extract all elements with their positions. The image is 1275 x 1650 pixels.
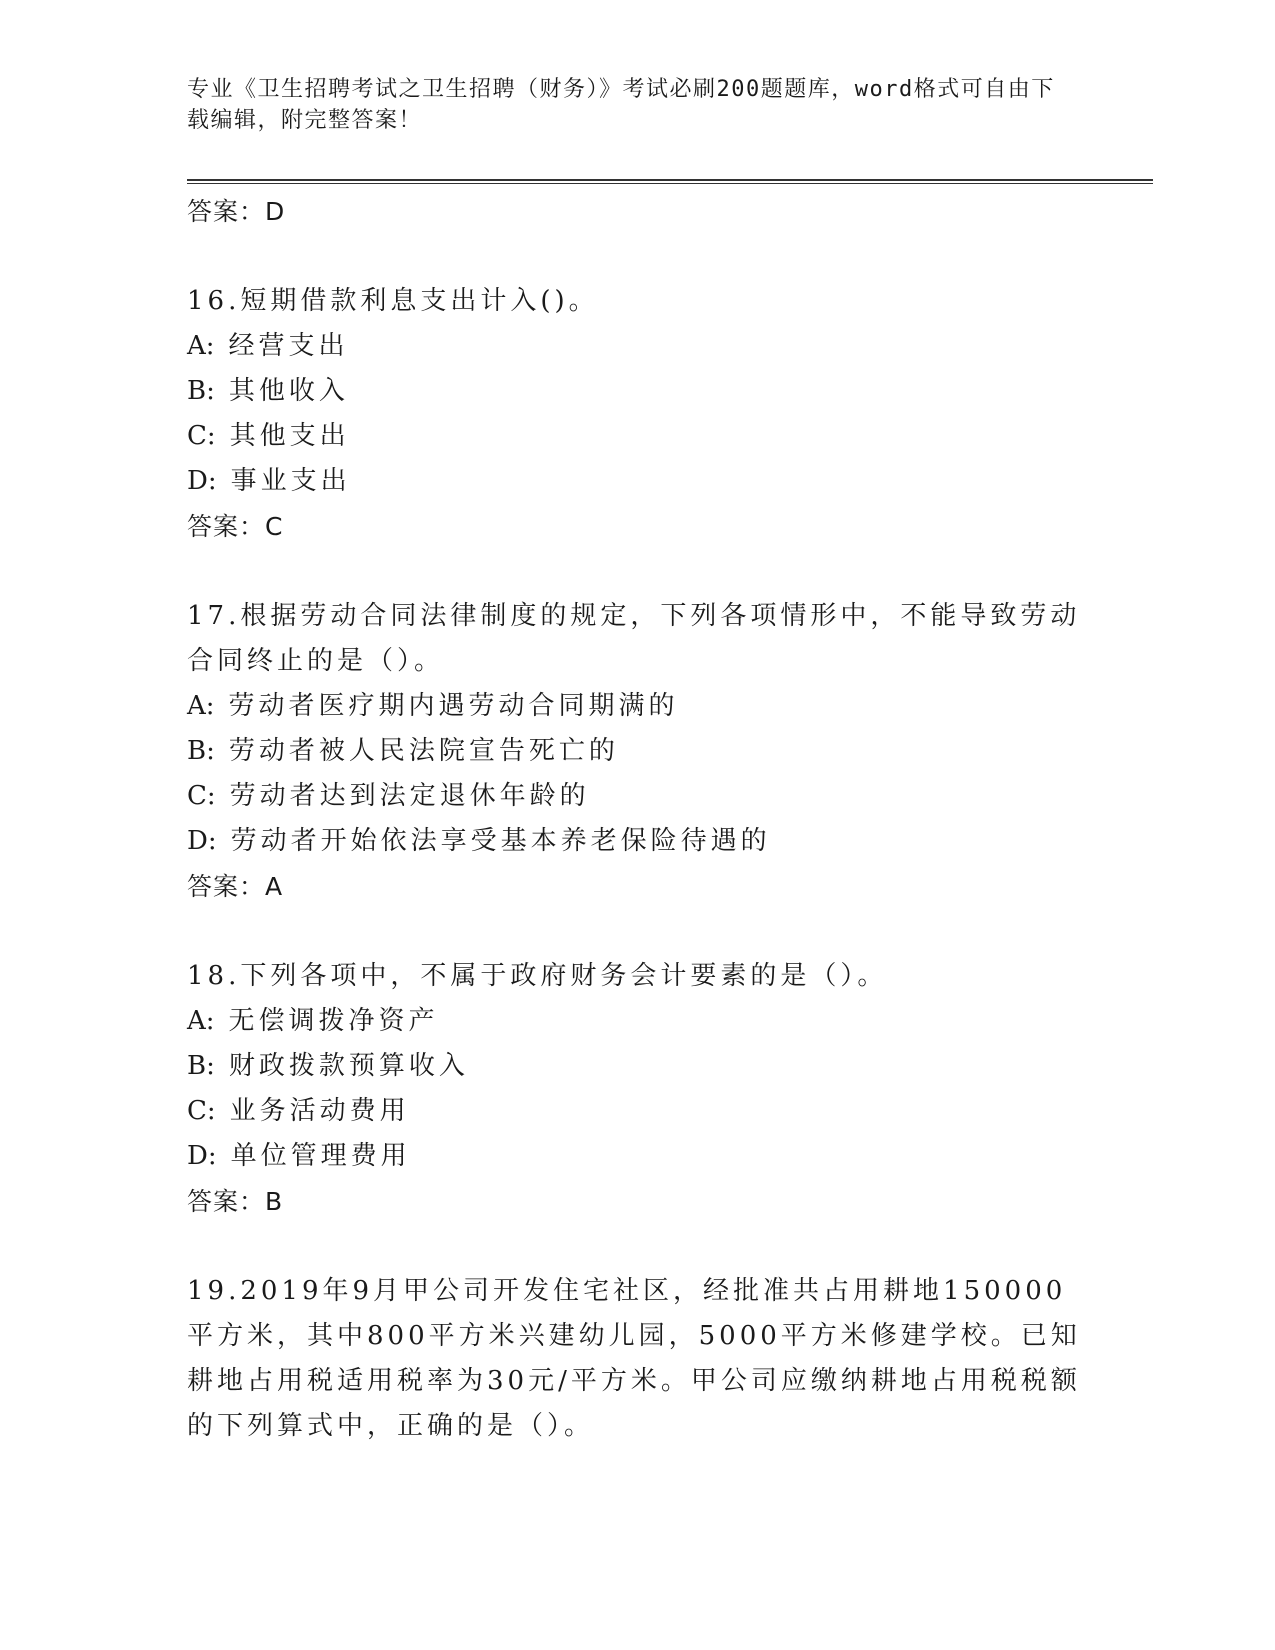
option-d bbox=[187, 819, 1087, 864]
header-divider-thin bbox=[187, 183, 1153, 184]
option-text: 经营支出 bbox=[228, 331, 349, 361]
option-letter: A: bbox=[187, 691, 215, 721]
option-b bbox=[187, 1044, 1087, 1089]
option-letter: C: bbox=[187, 781, 216, 811]
answer-line: 答案：B bbox=[187, 1187, 284, 1216]
question-stem: 18.下列各项中，不属于政府财务会计要素的是（）。 bbox=[187, 961, 888, 991]
question-block bbox=[187, 954, 1087, 1224]
question-stem: 17.根据劳动合同法律制度的规定，下列各项情形中，不能导致劳动合同终止的是（）。 bbox=[187, 601, 1081, 676]
option-d bbox=[187, 1134, 1087, 1179]
option-text: 其他收入 bbox=[228, 376, 349, 406]
answer-line: 答案：C bbox=[187, 512, 284, 541]
question-list bbox=[187, 189, 1087, 1449]
option-letter: C: bbox=[187, 1096, 216, 1126]
option-text: 劳动者医疗期内遇劳动合同期满的 bbox=[228, 691, 679, 721]
option-text: 其他支出 bbox=[229, 421, 350, 451]
question-block bbox=[187, 1269, 1087, 1449]
option-letter: C: bbox=[187, 421, 216, 451]
option-letter: D: bbox=[187, 1141, 217, 1171]
option-letter: B: bbox=[187, 736, 215, 766]
option-a bbox=[187, 324, 1087, 369]
question-stem: 16.短期借款利息支出计入()。 bbox=[187, 286, 599, 316]
option-letter: B: bbox=[187, 1051, 215, 1081]
option-b bbox=[187, 369, 1087, 414]
option-text: 劳动者被人民法院宣告死亡的 bbox=[228, 736, 619, 766]
option-c bbox=[187, 414, 1087, 459]
option-text: 劳动者开始依法享受基本养老保险待遇的 bbox=[230, 826, 771, 856]
question-block bbox=[187, 279, 1087, 549]
option-letter: B: bbox=[187, 376, 215, 406]
document-header: 专业《卫生招聘考试之卫生招聘（财务）》考试必刷200题题库，word格式可自由下载编辑，附完整答案！ bbox=[187, 77, 1055, 133]
option-letter: A: bbox=[187, 331, 215, 361]
option-text: 劳动者达到法定退休年龄的 bbox=[229, 781, 590, 811]
question-stem: 19.2019年9月甲公司开发住宅社区，经批准共占用耕地150000平方米，其中800平方米兴建幼儿园，5000平方米修建学校。已知耕地占用税适用税率为30元/平方米。甲公司应缴纳耕地占用税税额的下列算式中，正确的是（）。 bbox=[187, 1276, 1081, 1441]
option-text: 业务活动费用 bbox=[229, 1096, 410, 1126]
header-divider-thick bbox=[187, 179, 1153, 181]
option-text: 财政拨款预算收入 bbox=[228, 1051, 469, 1081]
answer-line: 答案：D bbox=[187, 197, 286, 226]
option-text: 事业支出 bbox=[230, 466, 351, 496]
option-a bbox=[187, 999, 1087, 1044]
answer-line: 答案：A bbox=[187, 872, 284, 901]
option-a bbox=[187, 684, 1087, 729]
question-block bbox=[187, 594, 1087, 909]
option-letter: D: bbox=[187, 826, 217, 856]
option-d bbox=[187, 459, 1087, 504]
option-text: 无偿调拨净资产 bbox=[228, 1006, 439, 1036]
option-letter: D: bbox=[187, 466, 217, 496]
option-text: 单位管理费用 bbox=[230, 1141, 411, 1171]
option-c bbox=[187, 1089, 1087, 1134]
option-b bbox=[187, 729, 1087, 774]
option-c bbox=[187, 774, 1087, 819]
option-letter: A: bbox=[187, 1006, 215, 1036]
